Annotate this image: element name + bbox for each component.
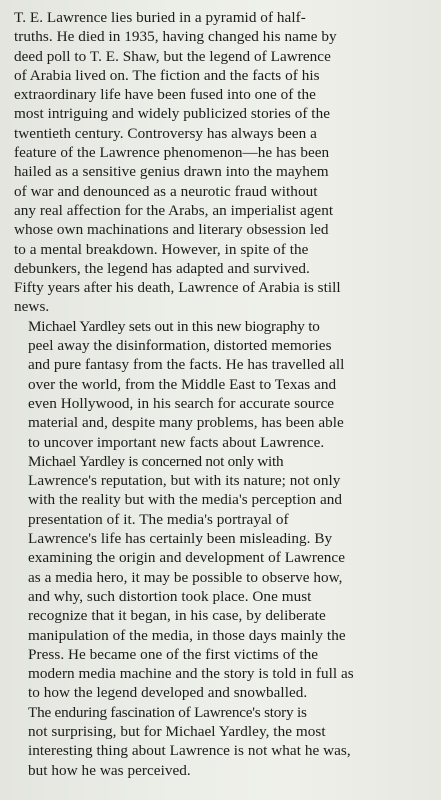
text-line: Fifty years after his death, Lawrence of Arabia is still — [14, 279, 341, 297]
text-line: not surprising, but for Michael Yardley, the most — [28, 722, 326, 740]
paragraph — [14, 703, 429, 780]
text-line: over the world, from the Middle East to Texas and — [28, 375, 337, 393]
paragraph — [14, 317, 429, 452]
text-line: material and, despite many problems, has been able — [28, 414, 344, 432]
paragraph — [14, 452, 429, 703]
text-line: manipulation of the media, in those days mainly the — [28, 626, 346, 644]
text-line: as a media hero, it may be possible to observe how, — [28, 568, 343, 586]
text-line: Michael Yardley sets out in this new biography to — [28, 317, 320, 335]
text-line: examining the origin and development of Lawrence — [28, 549, 346, 567]
text-line: but how he was perceived. — [28, 761, 191, 779]
blurb-text — [14, 8, 429, 780]
text-line: any real affection for the Arabs, an imperialist agent — [14, 201, 334, 219]
text-line: to a mental breakdown. However, in spite of the — [14, 240, 309, 258]
text-line: debunkers, the legend has adapted and survived. — [14, 259, 310, 277]
text-line: Michael Yardley is concerned not only with — [28, 452, 284, 470]
text-line: peel away the disinformation, distorted memories — [28, 337, 332, 355]
paragraph — [14, 8, 429, 317]
text-line: to how the legend developed and snowballed. — [28, 684, 308, 702]
text-line: hailed as a sensitive genius drawn into the mayhem — [14, 163, 329, 181]
text-line: truths. He died in 1935, having changed his name by — [14, 28, 337, 46]
text-line: interesting thing about Lawrence is not what he was, — [28, 742, 351, 760]
text-line: feature of the Lawrence phenomenon—he has been — [14, 144, 330, 162]
text-line: presentation of it. The media's portrayal of — [28, 510, 289, 528]
text-line: Lawrence's reputation, but with its nature; not only — [28, 472, 341, 490]
text-line: of war and denounced as a neurotic fraud without — [14, 182, 318, 200]
text-line: even Hollywood, in his search for accurate source — [28, 394, 335, 412]
text-line: whose own machinations and literary obsession led — [14, 221, 329, 239]
text-line: news. — [14, 298, 50, 316]
text-line: extraordinary life have been fused into one of the — [14, 86, 316, 104]
text-line: twentieth century. Controversy has always been a — [14, 124, 317, 142]
text-line: Lawrence's life has certainly been misleading. By — [28, 530, 333, 548]
text-line: of Arabia lived on. The fiction and the facts of his — [14, 66, 320, 84]
text-line: Press. He became one of the first victims of the — [28, 645, 319, 663]
text-line: most intriguing and widely publicized stories of the — [14, 105, 330, 123]
text-line: The enduring fascination of Lawrence's story is — [28, 703, 307, 721]
text-line: and why, such distortion took place. One must — [28, 587, 312, 605]
text-line: modern media machine and the story is told in full as — [28, 665, 354, 683]
text-line: with the reality but with the media's perception and — [28, 491, 343, 509]
text-line: to uncover important new facts about Lawrence. — [28, 433, 325, 451]
text-line: and pure fantasy from the facts. He has travelled all — [28, 356, 345, 374]
text-line: T. E. Lawrence lies buried in a pyramid of half- — [14, 9, 306, 26]
text-line: recognize that it began, in his case, by deliberate — [28, 607, 326, 625]
text-line: deed poll to T. E. Shaw, but the legend of Lawrence — [14, 47, 331, 65]
